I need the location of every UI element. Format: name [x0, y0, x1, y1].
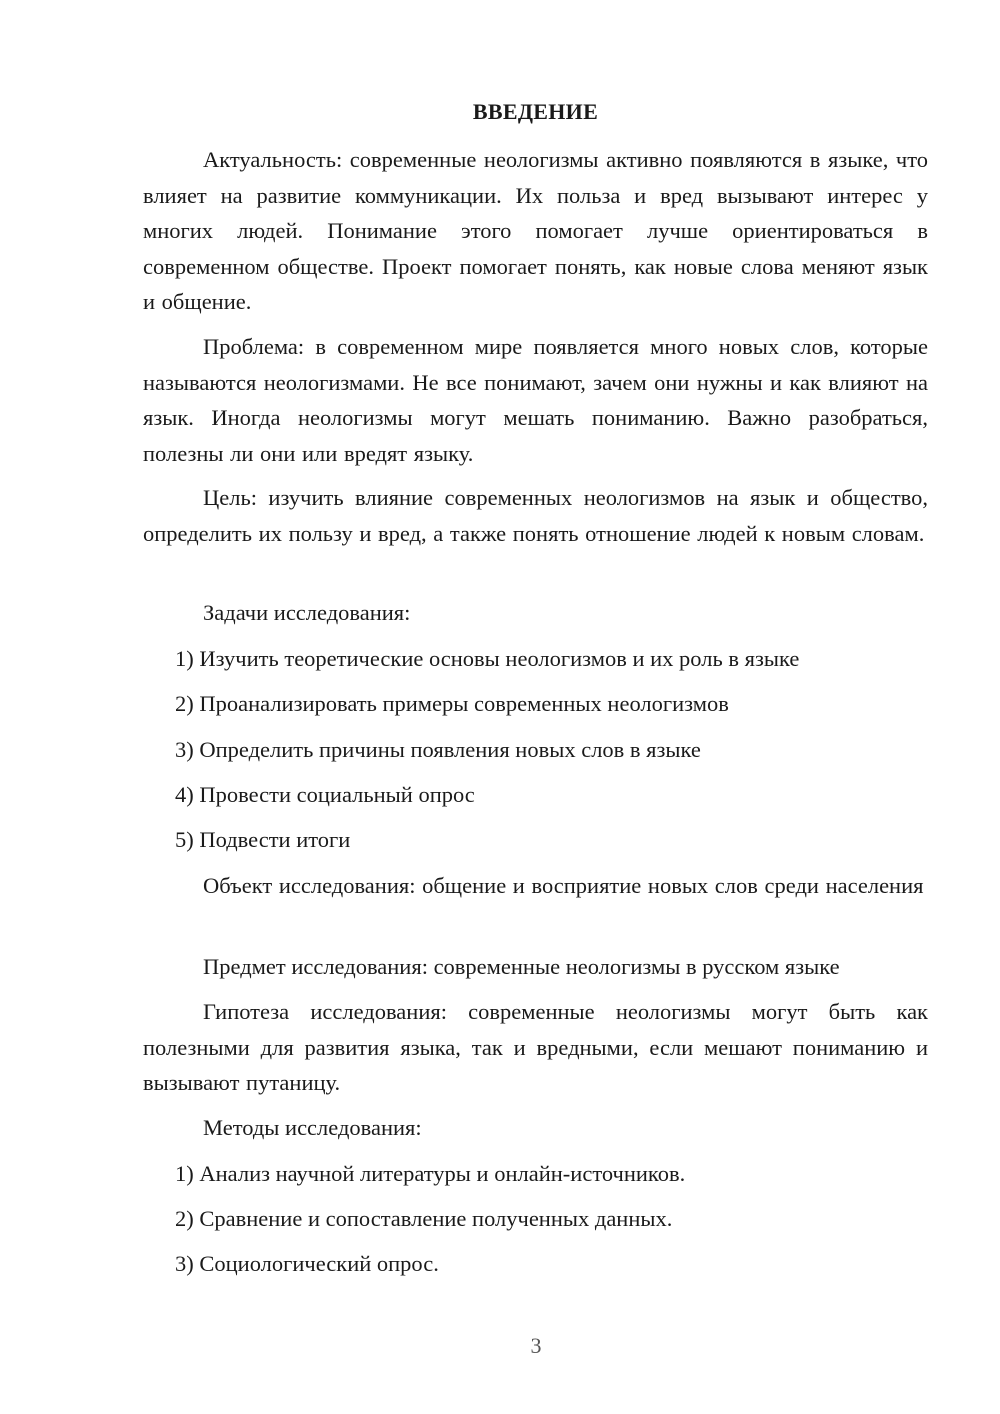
task-item-3: 3) Определить причины появления новых слов в языке: [175, 737, 701, 762]
task-item-1: 1) Изучить теоретические основы неологизмов и их роль в языке: [175, 646, 800, 671]
task-item-5: 5) Подвести итоги: [175, 827, 351, 852]
subject-paragraph: Предмет исследования: современные неологизмы в русском языке: [203, 954, 840, 979]
page-number: 3: [530, 1333, 542, 1358]
object-paragraph: Объект исследования: общение и восприятие новых слов среди населения: [203, 873, 924, 898]
method-item-3: 3) Социологический опрос.: [175, 1251, 439, 1276]
hypothesis-paragraph: Гипотеза исследования: современные неологизмы могут быть как полезными для развития языка, так и вредными, если мешают пониманию и вызывают путаницу.: [143, 999, 928, 1095]
methods-title: Методы исследования:: [203, 1115, 422, 1140]
task-item-2: 2) Проанализировать примеры современных неологизмов: [175, 691, 729, 716]
goal-paragraph: Цель: изучить влияние современных неологизмов на язык и общество, определить их пользу и вред, а также понять отношение людей к новым словам.: [143, 485, 928, 546]
problem-paragraph: Проблема: в современном мире появляется много новых слов, которые называются неологизмами. Не все понимают, зачем они нужны и как влияют на язык. Иногда неологизмы могут мешать пониманию. Важно разобраться, полезны ли они или вредят языку.: [143, 334, 928, 466]
tasks-title: Задачи исследования:: [203, 600, 411, 625]
task-item-4: 4) Провести социальный опрос: [175, 782, 475, 807]
relevance-paragraph: Актуальность: современные неологизмы активно появляются в языке, что влияет на развитие коммуникации. Их польза и вред вызывают интерес у многих людей. Понимание этого помогает лучше ориентироваться в современном обществе. Проект помогает понять, как новые слова меняют язык и общение.: [143, 147, 928, 314]
method-item-2: 2) Сравнение и сопоставление полученных данных.: [175, 1206, 673, 1231]
method-item-1: 1) Анализ научной литературы и онлайн-источников.: [175, 1161, 686, 1186]
page-title: ВВЕДЕНИЕ: [472, 99, 599, 124]
